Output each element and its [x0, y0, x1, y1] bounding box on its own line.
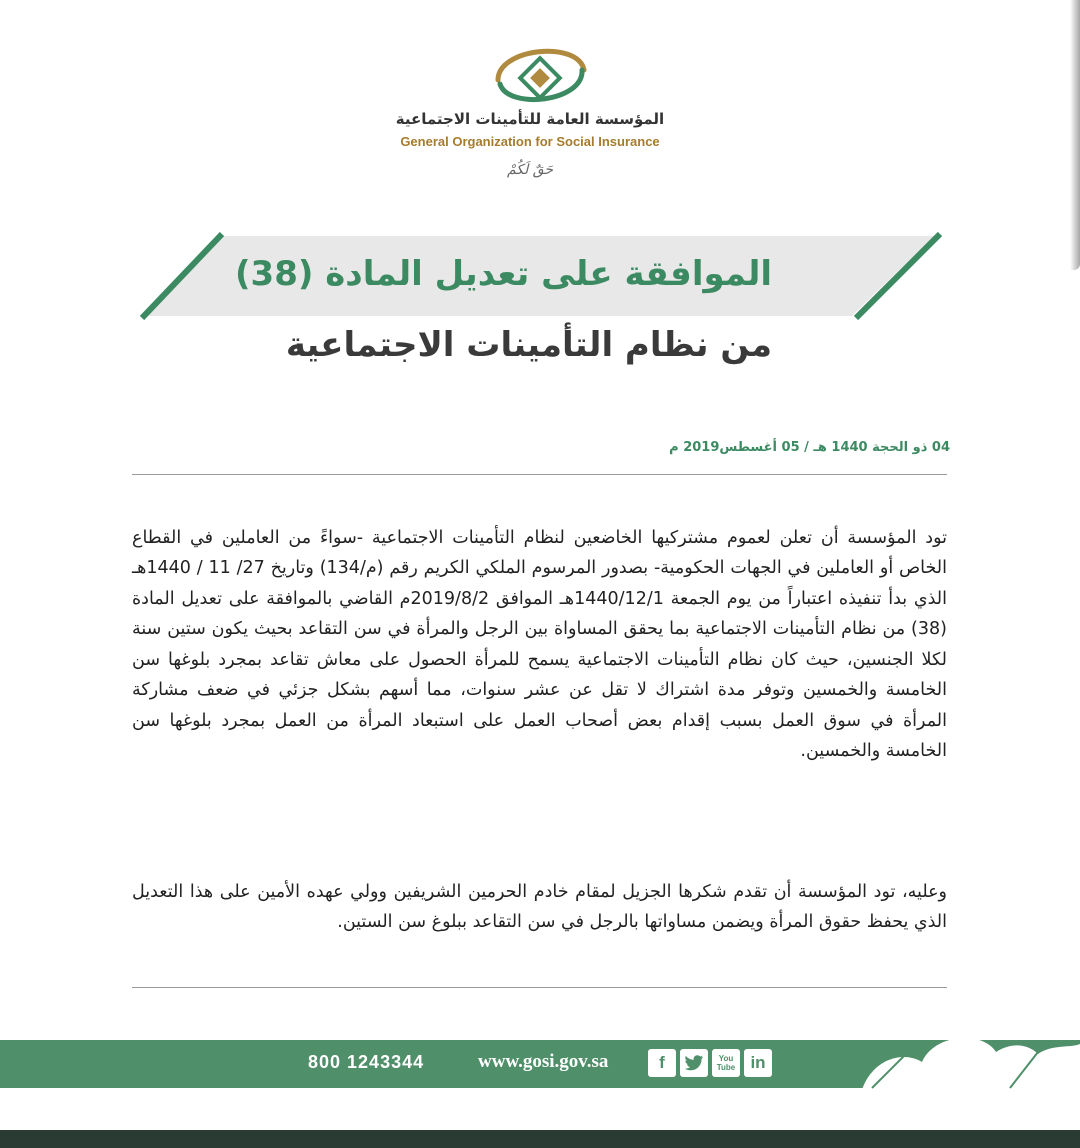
footer-phone-number[interactable]: 800 1243344 [308, 1052, 425, 1072]
page-title: الموافقة على تعديل المادة (38) [234, 254, 772, 294]
gosi-logo-icon [488, 40, 592, 110]
youtube-icon[interactable] [712, 1049, 740, 1077]
bottom-strip [0, 1130, 1080, 1148]
social-icons [648, 1049, 772, 1079]
page-subtitle: من نظام التأمينات الاجتماعية [285, 325, 772, 365]
youtube-icon-top: You [718, 1054, 734, 1063]
footer-decoration [862, 1030, 1080, 1090]
org-name-english: General Organization for Social Insurance [400, 134, 660, 149]
linkedin-icon[interactable]: in [744, 1049, 772, 1077]
youtube-icon-bottom: Tube [716, 1063, 736, 1072]
header-logo-block [0, 38, 1080, 198]
divider-top [132, 474, 947, 475]
facebook-icon[interactable]: f [648, 1049, 676, 1077]
body-paragraph-2: وعليه، تود المؤسسة أن تقدم شكرها الجزيل لمقام خادم الحرمين الشريفين وولي عهده الأمين على هذا التعديل الذي يحفظ حقوق المرأة ويضمن مساواتها بالرجل في سن التقاعد ببلوغ سن الستين. [132, 881, 947, 932]
body-paragraph-1: تود المؤسسة أن تعلن لعموم مشتركيها الخاضعين لنظام التأمينات الاجتماعية -سواءً من العاملين في القطاع الخاص أو العاملين في الجهات الحكومية- بصدور المرسوم الملكي الكريم رقم (م/134) وتاريخ 27/ 11 / 1440هـ الذي بدأ تنفيذه اعتباراً من يوم الجمعة 1440/12/1هـ الموافق 2019/8/2م القاضي بالموافقة على تعديل المادة (38) من نظام التأمينات الاجتماعية بما يحقق المساواة بين الرجل والمرأة في سن التقاعد بحيث يكون ستين سنة لكلا الجنسين، حيث كان نظام التأمينات الاجتماعية يسمح للمرأة الحصول على معاش تقاعد بمجرد بلوغها سن الخامسة والخمسين وتوفر مدة اشتراك لا تقل عن عشر سنوات، مما أسهم بشكل جزئي في ضعف مشاركة المرأة في سوق العمل بسبب إقدام بعض أصحاب العمل على استبعاد المرأة من العمل بمجرد بلوغها سن الخامسة والخمسين. [132, 527, 947, 761]
footer-website-link[interactable]: www.gosi.gov.sa [478, 1051, 609, 1072]
divider-bottom [132, 987, 947, 988]
announcement-date: 04 ذو الحجة 1440 هـ / 05 أغسطس2019 م [669, 440, 950, 455]
twitter-bird-glyph [684, 1054, 704, 1072]
org-name-arabic: المؤسسة العامة للتأمينات الاجتماعية [395, 110, 665, 128]
twitter-icon[interactable] [680, 1049, 708, 1077]
org-tagline: حَقٌ لَكُمْ [506, 162, 554, 178]
